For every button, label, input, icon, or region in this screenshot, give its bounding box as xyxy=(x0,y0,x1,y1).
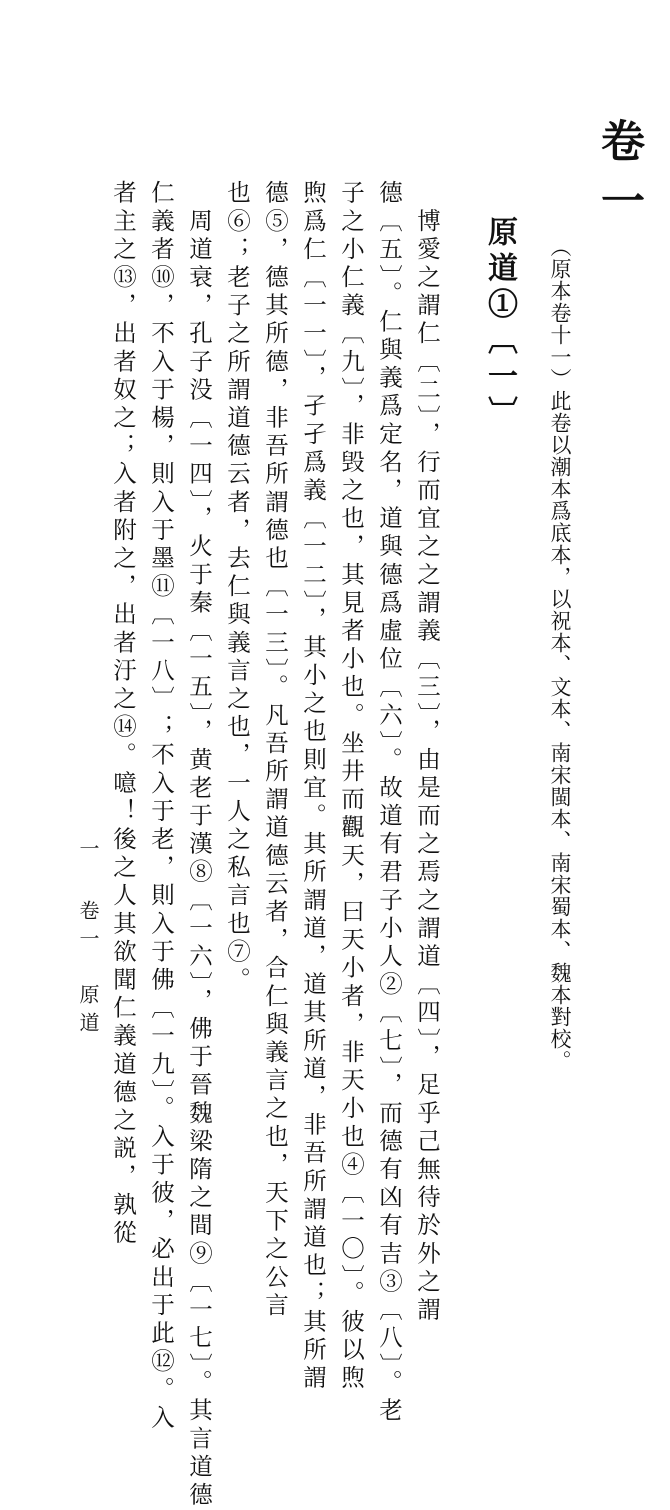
text-column: 博愛之謂仁〔二〕，行而宜之之謂義〔三〕，由是而之焉之謂道〔四〕，足乎己無待於外之謂 xyxy=(413,180,441,1325)
text-column: 者主之⑬，出者奴之；入者附之，出者汙之⑭。噫！後之人其欲聞仁義道德之説，孰從 xyxy=(109,180,137,1248)
collation-note: （原本卷十一）此卷以潮本爲底本，以祝本、文本、南宋閩本、南宋蜀本、魏本對校。 xyxy=(548,236,572,1072)
text-column: 周道衰，孔子没〔一四〕，火于秦〔一五〕，黄老于漢⑧〔一六〕，佛于晉魏梁隋之間⑨〔一七〕。其言道德 xyxy=(185,180,213,1510)
chapter-title: 原道①〔一〕 xyxy=(482,216,517,432)
text-column: 德⑤，德其所德，非吾所謂德也〔一三〕。凡吾所謂道德云者，合仁與義言之也，天下之公言 xyxy=(261,180,289,1321)
text-column: 也⑥；老子之所謂道德云者，去仁與義言之也，一人之私言也⑦。 xyxy=(223,180,251,995)
page-number: 一 xyxy=(76,838,100,858)
text-column: 子之小仁義〔九〕，非毁之也，其見者小也。坐井而觀天，曰天小者，非天小也④〔一〇〕。彼以煦 xyxy=(337,180,365,1393)
text-column: 德〔五〕。仁與義爲定名，道與德爲虛位〔六〕。故道有君子小人②〔七〕，而德有凶有吉③〔八〕。老 xyxy=(375,180,403,1426)
volume-title: 卷一 xyxy=(593,118,644,238)
running-title: 卷一 原道 xyxy=(76,900,100,1040)
text-column: 仁義者⑩，不入于楊，則入于墨⑪〔一八〕；不入于老，則入于佛〔一九〕。入于彼，必出于此⑫。入 xyxy=(147,180,175,1433)
text-column: 煦爲仁〔一一〕，孑孑爲義〔一二〕，其小之也則宜。其所謂道，道其所道，非吾所謂道也；其所謂 xyxy=(299,180,327,1393)
